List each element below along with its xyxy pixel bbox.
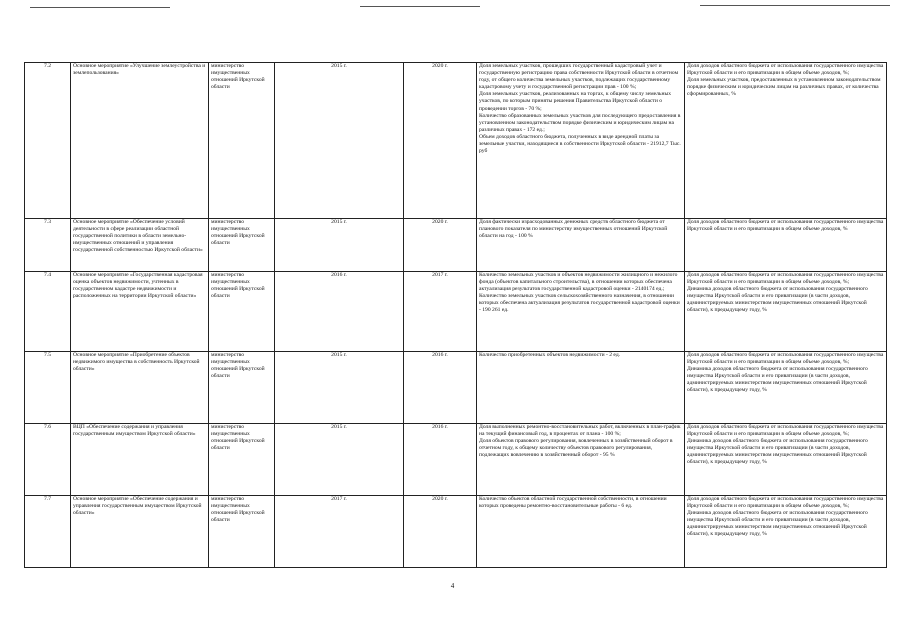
indicators: Количество объектов областной государственной собственности, в отношении которых проведены ремонтно-восстановительные работы - 6 ед. <box>477 496 685 568</box>
table-row <box>25 272 887 352</box>
start-year: 2017 г. <box>275 496 404 568</box>
indicators: Доля фактически израсходованных денежных средств областного бюджета от планового показателя по министерству имущественных отношений Иркутской области на год - 100 % <box>477 219 685 272</box>
start-year: 2015 г. <box>275 352 404 424</box>
row-number: 7.6 <box>25 424 71 496</box>
end-year: 2020 г. <box>404 63 477 219</box>
event-name: Основное мероприятие «Обеспечение условий деятельности в сфере реализации областной государственной политики в области земельно-имущественных отношений и управления государственной собственностью Иркутской области» <box>71 219 209 272</box>
end-year: 2016 г. <box>404 424 477 496</box>
executor: министерство имущественных отношений Иркутской области <box>209 63 275 219</box>
executor: министерство имущественных отношений Иркутской области <box>209 352 275 424</box>
table-row <box>25 352 887 424</box>
results: Доля доходов областного бюджета от использования государственного имущества Иркутской области и его приватизации в общем объеме доходов, %; Динамика доходов областного бюджета от использования государственного имущества Иркутской области и его приватизации (в части доходов, администрируемых министерством имущественных отношений Иркутской области), к предыдущему году, % <box>685 352 887 424</box>
table-row <box>25 219 887 272</box>
page-number: 4 <box>450 582 455 590</box>
end-year: 2020 г. <box>404 219 477 272</box>
row-number: 7.3 <box>25 219 71 272</box>
executor: министерство имущественных отношений Иркутской области <box>209 219 275 272</box>
row-number: 7.2 <box>25 63 71 219</box>
event-name: ВЦП «Обеспечение содержания и управления государственным имуществом Иркутской области» <box>71 424 209 496</box>
scan-top-line-mid <box>360 6 480 7</box>
event-name: Основное мероприятие «Государственная кадастровая оценка объектов недвижимости, учтенных в государственном кадастре недвижимости и расположенных на территории Иркутской области» <box>71 272 209 352</box>
end-year: 2017 г. <box>404 272 477 352</box>
results: Доля доходов областного бюджета от использования государственного имущества Иркутской области и его приватизации в общем объеме доходов, %; Динамика доходов областного бюджета от использования государственного имущества Иркутской области и его приватизации (в части доходов, администрируемых министерством имущественных отношений Иркутской области), к предыдущему году, % <box>685 424 887 496</box>
row-number: 7.4 <box>25 272 71 352</box>
end-year: 2016 г. <box>404 352 477 424</box>
program-events-table <box>24 62 887 568</box>
indicators: Доля земельных участков, прошедших государственный кадастровый учет и государственную регистрацию права собственности Иркутской области в отчетном году, от общего количества земельных участков, подлежащих государственному кадастровому учету и государственной регистрации прав - 100 %; Доля земельных участков, реализованных на торгах, к общему числу земельных участков, по которым приняты решения Правительства Иркутской области о проведении торгов - 70 %; Количество образованных земельных участков для последующего предоставления в установленном законодательством порядке физическим и юридическим лицам на различных правах - 172 ед.; Объем доходов областного бюджета, полученных в виде арендной платы за земельные участки, находящиеся в собственности Иркутской области - 21912,7 Тыс. руб <box>477 63 685 219</box>
start-year: 2015 г. <box>275 63 404 219</box>
results: Доля доходов областного бюджета от использования государственного имущества Иркутской области и его приватизации в общем объеме доходов, %; Динамика доходов областного бюджета от использования государственного имущества Иркутской области и его приватизации (в части доходов, администрируемых министерством имущественных отношений Иркутской области), к предыдущему году, % <box>685 496 887 568</box>
end-year: 2020 г. <box>404 496 477 568</box>
event-name: Основное мероприятие «Обеспечение содержания и управления государственным имуществом Иркутской области» <box>71 496 209 568</box>
start-year: 2015 г. <box>275 424 404 496</box>
scan-top-line-right <box>700 5 890 6</box>
scan-top-line-left <box>30 7 170 8</box>
executor: министерство имущественных отношений Иркутской области <box>209 424 275 496</box>
start-year: 2016 г. <box>275 272 404 352</box>
executor: министерство имущественных отношений Иркутской области <box>209 496 275 568</box>
results: Доля доходов областного бюджета от использования государственного имущества Иркутской области и его приватизации в общем объеме доходов, %; Доля земельных участков, предоставленных в установленном законодательством порядке физическим и юридическим лицам на различных правах, от количества сформированных, % <box>685 63 887 219</box>
results: Доля доходов областного бюджета от использования государственного имущества Иркутской области и его приватизации в общем объеме доходов, % <box>685 219 887 272</box>
row-number: 7.5 <box>25 352 71 424</box>
event-name: Основное мероприятие «Приобретение объектов недвижимого имущества в собственность Иркутской области» <box>71 352 209 424</box>
executor: министерство имущественных отношений Иркутской области <box>209 272 275 352</box>
indicators: Доля выполненных ремонтно-восстановительных работ, включенных в план-график на текущий финансовый год, в процентах от плана - 100 %; Доля объектов правового регулирования, вовлеченных в хозяйственный оборот в отчетном году, к общему количеству объектов правового регулирования, подлежащих вовлечению в хозяйственный оборот - 95 % <box>477 424 685 496</box>
event-name: Основное мероприятие «Улучшение землеустройства и землепользования» <box>71 63 209 219</box>
indicators: Количество земельных участков и объектов недвижимости жилищного и нежилого фонда (объектов капитального строительства), в отношении которых обеспечена актуализация результатов государственной кадастровой оценки - 2140174 ед.; Количество земельных участков сельскохозяйственного назначения, в отношении которых обеспечена актуализация результатов государственной кадастровой оценки - 190 261 ед. <box>477 272 685 352</box>
table-row <box>25 63 887 219</box>
table-row <box>25 424 887 496</box>
results: Доля доходов областного бюджета от использования государственного имущества Иркутской области и его приватизации в общем объеме доходов, %; Динамика доходов областного бюджета от использования государственного имущества Иркутской области и его приватизации (в части доходов, администрируемых министерством имущественных отношений Иркутской области), к предыдущему году, % <box>685 272 887 352</box>
indicators: Количество приобретенных объектов недвижимости - 2 ед. <box>477 352 685 424</box>
table-row <box>25 496 887 568</box>
row-number: 7.7 <box>25 496 71 568</box>
start-year: 2015 г. <box>275 219 404 272</box>
